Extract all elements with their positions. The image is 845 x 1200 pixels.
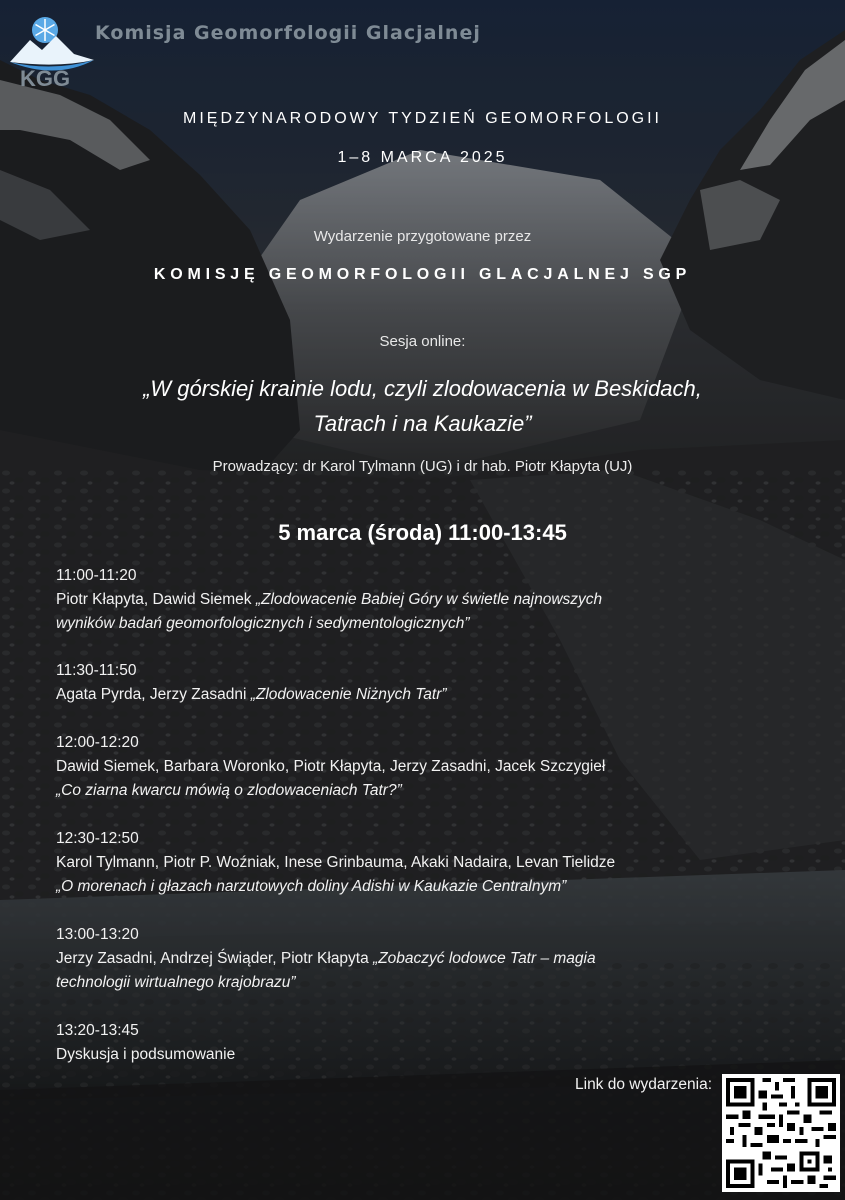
session-label: Sesja online: (379, 333, 466, 350)
schedule-time: 13:20-13:45 (56, 1022, 139, 1039)
schedule-authors: Jerzy Zasadni, Andrzej Świąder, Piotr Kłapyta (56, 950, 374, 967)
event-link-label: Link do wydarzenia: (575, 1076, 712, 1093)
session-hosts: Prowadzący: dr Karol Tylmann (UG) i dr hab. Piotr Kłapyta (UJ) (212, 458, 633, 475)
event-title: MIĘDZYNARODOWY TYDZIEŃ GEOMORFOLOGII (183, 110, 662, 127)
schedule-item (56, 923, 816, 995)
schedule-item (56, 564, 816, 636)
session-title-line-1: „W górskiej krainie lodu, czyli zlodowacenia w Beskidach, (143, 376, 702, 401)
kgg-logo (8, 10, 108, 90)
schedule-title: „O morenach i głazach narzutowych doliny Adishi w Kaukazie Centralnym” (56, 878, 567, 895)
session-title-line-2: Tatrach i na Kaukazie” (313, 411, 532, 436)
schedule-item (56, 659, 816, 707)
schedule-authors: Karol Tylmann, Piotr P. Woźniak, Inese Grinbauma, Akaki Nadaira, Levan Tielidze (56, 854, 616, 871)
schedule-time: 12:00-12:20 (56, 734, 139, 751)
schedule-title-continued: wyników badań geomorfologicznych i sedymentologicznych” (56, 615, 470, 632)
schedule-authors: Agata Pyrda, Jerzy Zasadni (56, 686, 251, 703)
organization-name: Komisja Geomorfologii Glacjalnej (95, 22, 481, 44)
session-title (0, 371, 845, 441)
schedule-time: 11:00-11:20 (56, 567, 137, 584)
schedule-title: „Zobaczyć lodowce Tatr – magia (373, 950, 596, 967)
schedule-title: „Zlodowacenie Babiej Góry w świetle najnowszych (255, 591, 603, 608)
schedule-item (56, 827, 816, 899)
event-dates: 1–8 MARCA 2025 (337, 149, 508, 166)
schedule-title: „Zlodowacenie Niżnych Tatr” (250, 686, 447, 703)
logo-text: KGG (20, 66, 71, 90)
schedule-time: 13:00-13:20 (56, 926, 139, 943)
schedule-item (56, 731, 816, 803)
schedule-title: „Co ziarna kwarcu mówią o zlodowaceniach Tatr?” (56, 782, 402, 799)
organizer-name: KOMISJĘ GEOMORFOLOGII GLACJALNEJ SGP (153, 266, 692, 283)
schedule-authors: Piotr Kłapyta, Dawid Siemek (56, 591, 256, 608)
schedule-title-continued: technologii wirtualnego krajobrazu” (56, 974, 296, 991)
qr-code[interactable] (722, 1074, 840, 1192)
prepared-by-label: Wydarzenie przygotowane przez (313, 228, 532, 245)
schedule-time: 12:30-12:50 (56, 830, 139, 847)
session-date: 5 marca (środa) 11:00-13:45 (278, 520, 567, 545)
schedule-description: Dyskusja i podsumowanie (56, 1046, 236, 1063)
schedule-item (56, 1019, 816, 1067)
schedule-time: 11:30-11:50 (56, 662, 137, 679)
schedule-authors: Dawid Siemek, Barbara Woronko, Piotr Kłapyta, Jerzy Zasadni, Jacek Szczygieł (56, 758, 606, 775)
